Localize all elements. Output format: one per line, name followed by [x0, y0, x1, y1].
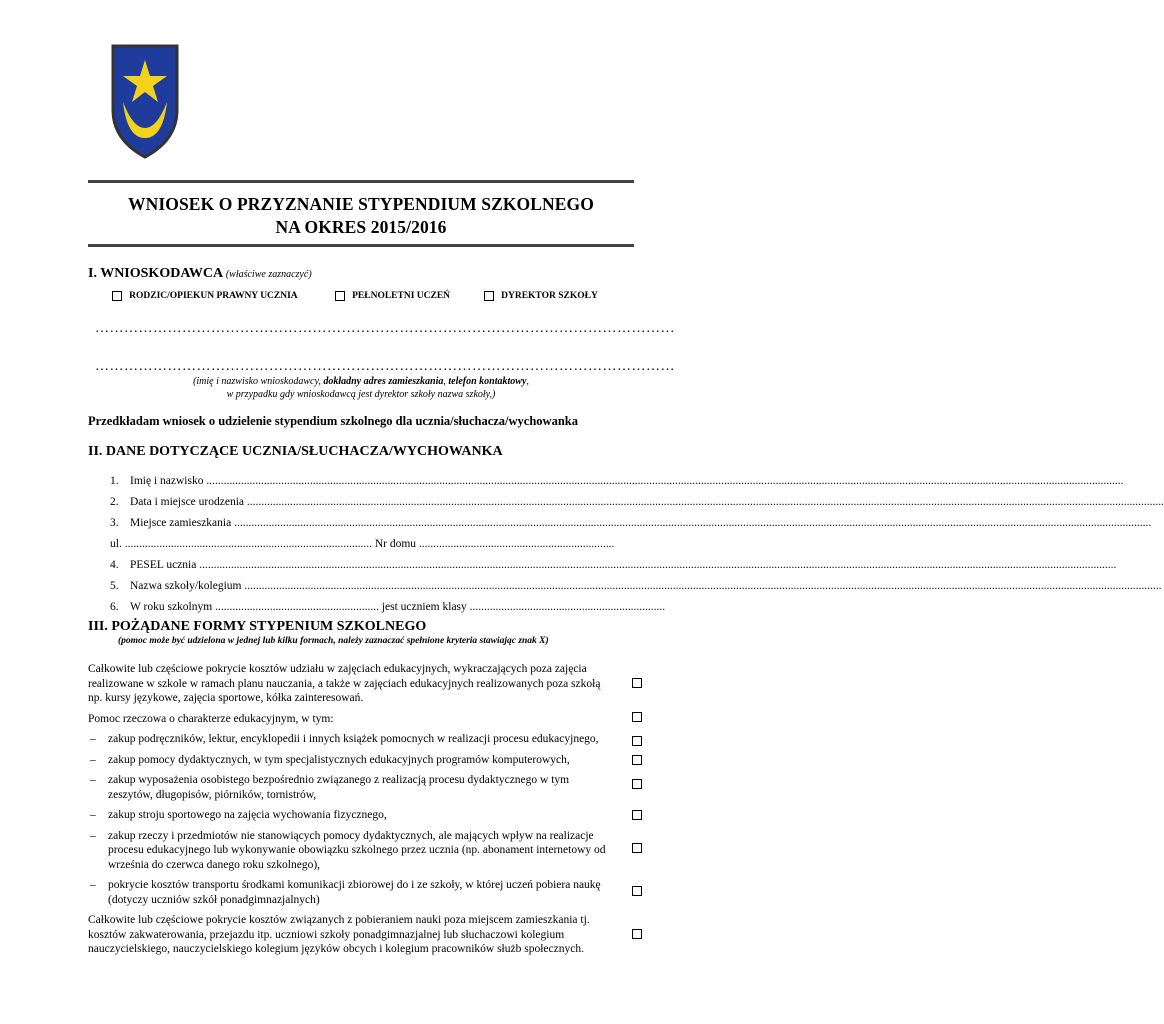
checkbox[interactable] [632, 810, 642, 820]
field-label: Miejsce zamieszkania ..... [130, 517, 1151, 529]
checkbox[interactable] [632, 712, 642, 722]
checkbox[interactable] [632, 886, 642, 896]
checkbox[interactable] [632, 929, 642, 939]
checkbox[interactable] [632, 779, 642, 789]
aid-item: – pokrycie kosztów transportu środkami komunikacji zbiorowej do i ze szkoły, w której uczeń pobiera naukę (dotyczy uczniów szkół ponadgimnazjalnych) [88, 878, 642, 907]
field-label: Imię i nazwisko ..... [130, 475, 1123, 487]
field-pesel[interactable]: 4. PESEL ucznia ..... [110, 559, 638, 571]
checkbox[interactable] [112, 291, 122, 301]
option-parent[interactable]: RODZIC/OPIEKUN PRAWNY UCZNIA [112, 291, 298, 301]
aid-item: – zakup stroju sportowego na zajęcia wychowania fizycznego, [88, 808, 642, 823]
aid-item: – zakup rzeczy i przedmiotów nie stanowiących pomocy dydaktycznych, ale mających wpływ na realizacje procesu edukacyjnego lub wykonywanie obowiązku szkolnego przez ucznia (np. abonament internetowy od września do czerwca danego roku szkolnego), [88, 829, 642, 873]
field-school-year[interactable]: 6. W roku szkolnym ......................................................... jest uczniem klasy .................................................................... [110, 601, 666, 613]
field-full-name[interactable]: 1. Imię i nazwisko ..... [110, 475, 638, 487]
checkbox[interactable] [335, 291, 345, 301]
page-title-line2: NA OKRES 2015/2016 [275, 217, 447, 237]
title-top-rule [88, 180, 634, 183]
aid-item: – zakup podręczników, lektur, encyklopedii i innych książek pomocnych w realizacji procesu edukacyjnego, [88, 732, 642, 747]
checkbox[interactable] [632, 736, 642, 746]
aid-item: Całkowite lub częściowe pokrycie kosztów związanych z pobieraniem nauki poza miejscem zamieszkania tj. kosztów zakwaterowania, przejazdu itp. uczniowi szkoły ponadgimnazjalnej lub słuchaczowi kolegium nauczycielskiego, nauczycielskiego kolegium języków obcych i kolegium pracowników służb społecznych. [88, 913, 642, 957]
applicant-line-1[interactable]: ………………………………………………………………………………………………………… [95, 321, 675, 336]
aid-forms-list [88, 662, 642, 963]
checkbox[interactable] [632, 678, 642, 688]
field-label: Nazwa szkoły/kolegium ..... [130, 580, 1161, 592]
field-label: PESEL ucznia ..... [130, 559, 1116, 571]
field-school-name[interactable]: 5. Nazwa szkoły/kolegium ..... [110, 580, 638, 592]
aid-item: Całkowite lub częściowe pokrycie kosztów udziału w zajęciach edukacyjnych, wykraczających poza zajęcia realizowane w szkole w ramach planu nauczania, a także w zajęciach edukacyjnych realizowanych poza szkołą np. kursy językowe, zajęcia sportowe, kółka zainteresowań. [88, 662, 642, 706]
field-label: Data i miejsce urodzenia ..... [130, 496, 1164, 508]
field-street[interactable]: ul. ...................................................................................... Nr domu .................................................................... [110, 538, 615, 550]
section3-heading: III. POŻĄDANE FORMY STYPENIUM SZKOLNEGO [88, 619, 427, 634]
aid-item: Pomoc rzeczowa o charakterze edukacyjnym, w tym: [88, 712, 642, 727]
section1-heading: I. WNIOSKODAWCA (właściwe zaznaczyć) [88, 266, 312, 281]
section3-subnote: (pomoc może być udzielona w jednej lub kilku formach, należy zaznaczać spełnione kryteria stawiając znak X) [118, 636, 549, 646]
title-bottom-rule [88, 244, 634, 247]
aid-item: – zakup pomocy dydaktycznych, w tym specjalistycznych edukacyjnych programów komputerowych, [88, 753, 642, 768]
aid-item: – zakup wyposażenia osobistego bezpośrednio związanego z realizacją procesu dydaktycznego w tym zeszytów, długopisów, piórników, tornistrów, [88, 773, 642, 802]
checkbox[interactable] [632, 843, 642, 853]
section2-heading: II. DANE DOTYCZĄCE UCZNIA/SŁUCHACZA/WYCHOWANKA [88, 444, 503, 459]
checkbox[interactable] [632, 755, 642, 765]
checkbox[interactable] [484, 291, 494, 301]
option-director[interactable]: DYREKTOR SZKOŁY [484, 291, 598, 301]
page-title-line1: WNIOSEK O PRZYZNANIE STYPENDIUM SZKOLNEGO [128, 194, 594, 214]
option-adult-student[interactable]: PEŁNOLETNI UCZEŃ [335, 291, 450, 301]
coat-of-arms-logo [105, 40, 185, 160]
field-residence[interactable]: 3. Miejsce zamieszkania ..... [110, 517, 638, 529]
field-birth[interactable]: 2. Data i miejsce urodzenia ..... [110, 496, 638, 508]
request-statement: Przedkładam wniosek o udzielenie stypendium szkolnego dla ucznia/słuchacza/wychowanka [88, 414, 578, 428]
applicant-line-2[interactable]: ………………………………………………………………………………………………………… [95, 359, 675, 374]
applicant-note: (imię i nazwisko wnioskodawcy, dokładny adres zamieszkania, telefon kontaktowy, w przypadku gdy wnioskodawcą jest dyrektor szkoły nazwa szkoły,) [193, 376, 529, 400]
